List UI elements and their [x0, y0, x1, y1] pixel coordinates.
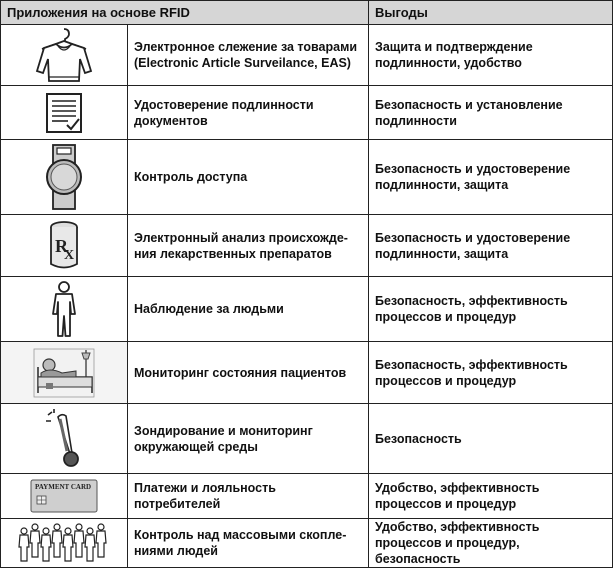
- row-icon-cell: [1, 86, 128, 140]
- table-row: [1, 404, 613, 474]
- table-row: [1, 25, 613, 86]
- benefit-cell: Безопасность: [369, 404, 613, 474]
- application-cell: Наблюдение за людьми: [128, 277, 369, 342]
- table-row: [1, 342, 613, 404]
- row-icon-cell: [1, 140, 128, 215]
- table-row: [1, 519, 613, 568]
- table-row: [1, 474, 613, 519]
- table-row: [1, 140, 613, 215]
- row-icon-cell: [1, 277, 128, 342]
- payment-card-icon: [29, 478, 99, 514]
- application-cell: Контроль доступа: [128, 140, 369, 215]
- benefit-cell: Безопасность, эффективность процессов и процедур: [369, 342, 613, 404]
- benefit-cell: Безопасность, эффективность процессов и процедур: [369, 277, 613, 342]
- header-applications: Приложения на основе RFID: [1, 1, 369, 25]
- access-badge-icon: [42, 143, 86, 211]
- application-cell: Мониторинг состояния пациентов: [128, 342, 369, 404]
- row-icon-cell: [1, 215, 128, 277]
- application-cell: Электронный анализ происхожде-ния лекарственных препаратов: [128, 215, 369, 277]
- application-cell: Электронное слежение за товарами (Electronic Article Surveilance, EAS): [128, 25, 369, 86]
- application-cell: Платежи и лояльность потребителей: [128, 474, 369, 519]
- table-row: [1, 277, 613, 342]
- row-icon-cell: [1, 25, 128, 86]
- benefit-cell: Безопасность и удостоверение подлинности, защита: [369, 215, 613, 277]
- row-icon-cell: [1, 342, 128, 404]
- svg-text:R: R: [55, 235, 68, 256]
- svg-text:X: X: [64, 247, 75, 263]
- rx-pill-bottle-icon: [44, 219, 84, 273]
- sweater-on-hanger-icon: [34, 27, 94, 83]
- application-cell: Зондирование и мониторинг окружающей среды: [128, 404, 369, 474]
- crowd-icon: [18, 523, 110, 563]
- benefit-cell: Безопасность и установление подлинности: [369, 86, 613, 140]
- benefit-cell: Безопасность и удостоверение подлинности, защита: [369, 140, 613, 215]
- person-icon: [47, 280, 81, 338]
- table-row: [1, 86, 613, 140]
- table-header-row: [1, 1, 613, 25]
- row-icon-cell: [1, 404, 128, 474]
- application-cell: Контроль над массовыми скопле-ниями людей: [128, 519, 369, 568]
- row-icon-cell: [1, 474, 128, 519]
- patient-in-bed-icon: [32, 347, 96, 399]
- header-benefits: Выгоды: [369, 1, 613, 25]
- application-cell: Удостоверение подлинности документов: [128, 86, 369, 140]
- card-text: PAYMENT CARD: [35, 483, 92, 491]
- benefit-cell: Удобство, эффективность процессов и процедур, безопасность: [369, 519, 613, 568]
- row-icon-cell: [1, 519, 128, 568]
- table-row: [1, 215, 613, 277]
- benefit-cell: Удобство, эффективность процессов и процедур: [369, 474, 613, 519]
- benefit-cell: Защита и подтверждение подлинности, удобство: [369, 25, 613, 86]
- signed-document-icon: [42, 91, 86, 135]
- thermometer-icon: [42, 407, 86, 471]
